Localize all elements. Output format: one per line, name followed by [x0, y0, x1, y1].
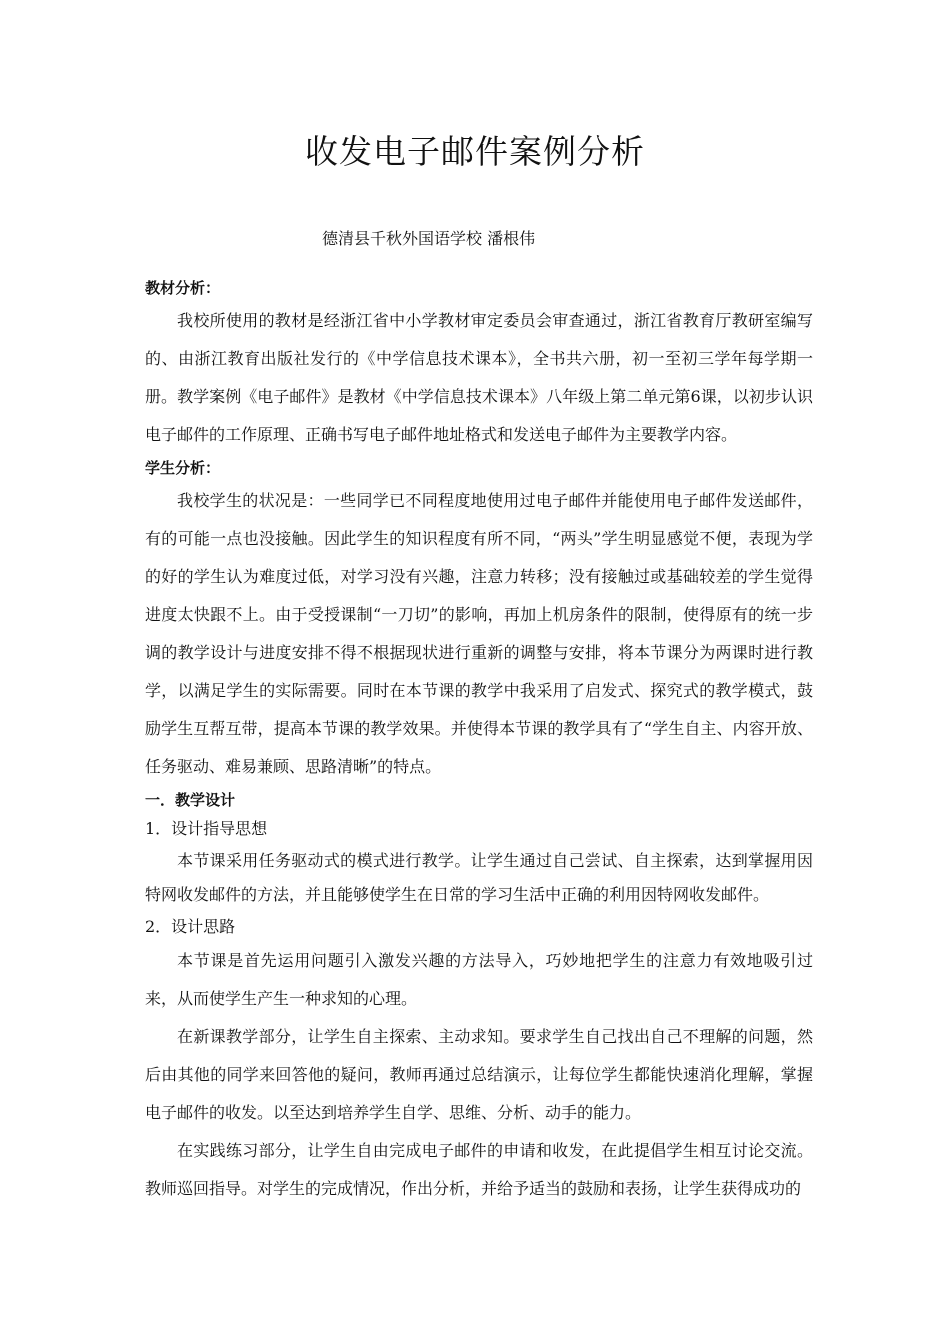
- section-heading-material: 教材分析：: [145, 279, 221, 297]
- paragraph-material: 我校所使用的教材是经浙江省中小学教材审定委员会审查通过，浙江省教育厅教研室编写的、由浙江教育出版社发行的《中学信息技术课本》，全书共六册，初一至初三学年每学期一册。教学案例《电子邮件》是教材《中学信息技术课本》八年级上第二单元第6课，以初步认识电子邮件的工作原理、正确书写电子邮件地址格式和发送电子邮件为主要教学内容。: [145, 311, 813, 444]
- author-line: 德清县千秋外国语学校 潘根伟: [322, 229, 536, 248]
- paragraph-student: 我校学生的状况是：一些同学已不同程度地使用过电子邮件并能使用电子邮件发送邮件，有的可能一点也没接触。因此学生的知识程度有所不同，“两头”学生明显感觉不便，表现为学的好的学生认为难度过低，对学习没有兴趣，注意力转移；没有接触过或基础较差的学生觉得进度太快跟不上。由于受授课制“一刀切”的影响，再加上机房条件的限制，使得原有的统一步调的教学设计与进度安排不得不根据现状进行重新的调整与安排，将本节课分为两课时进行教学，以满足学生的实际需要。同时在本节课的教学中我采用了启发式、探究式的教学模式，鼓励学生互帮互带，提高本节课的教学效果。并使得本节课的教学具有了“学生自主、内容开放、任务驱动、难易兼顾、思路清晰”的特点。: [145, 491, 813, 776]
- paragraph-approach-practice: 在实践练习部分，让学生自由完成电子邮件的申请和收发，在此提倡学生相互讨论交流。教师巡回指导。对学生的完成情况，作出分析，并给予适当的鼓励和表扬，让学生获得成功的: [145, 1141, 813, 1198]
- subheading-design-approach: 2．设计思路: [145, 917, 236, 936]
- page-title: 收发电子邮件案例分析: [305, 132, 645, 171]
- paragraph-approach-new-lesson: 在新课教学部分，让学生自主探索、主动求知。要求学生自己找出自己不理解的问题，然后由其他的同学来回答他的疑问，教师再通过总结演示，让每位学生都能快速消化理解，掌握电子邮件的收发。以至达到培养学生自学、思维、分析、动手的能力。: [145, 1027, 813, 1122]
- subheading-guiding-idea: 1．设计指导思想: [145, 819, 268, 838]
- document-body: [145, 274, 813, 1208]
- paragraph-approach-intro: 本节课是首先运用问题引入激发兴趣的方法导入，巧妙地把学生的注意力有效地吸引过来，从而使学生产生一种求知的心理。: [145, 951, 813, 1008]
- section-heading-design: 一．教学设计: [145, 791, 236, 809]
- paragraph-guiding-idea: 本节课采用任务驱动式的模式进行教学。让学生通过自己尝试、自主探索，达到掌握用因特网收发邮件的方法，并且能够使学生在日常的学习生活中正确的利用因特网收发邮件。: [145, 851, 813, 904]
- section-heading-student: 学生分析：: [145, 459, 221, 477]
